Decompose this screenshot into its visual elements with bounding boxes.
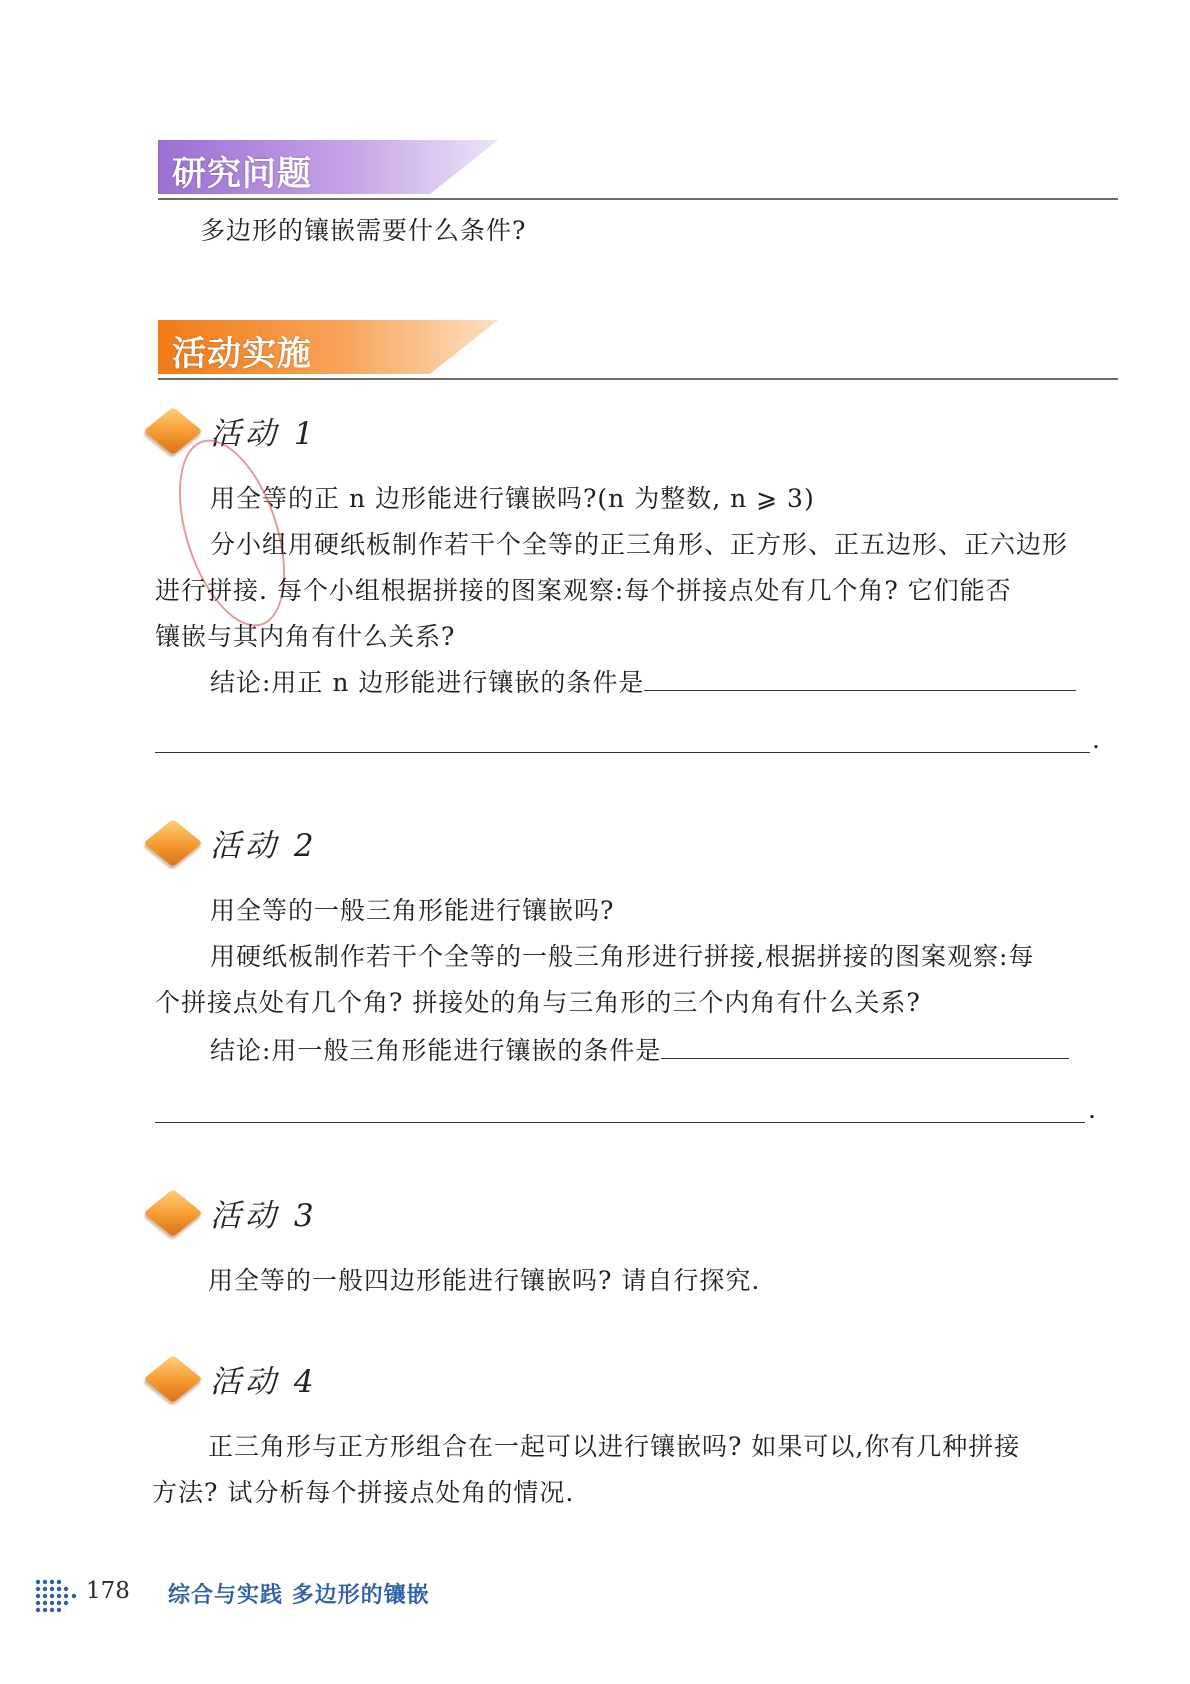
conclusion-label: 结论:用一般三角形能进行镶嵌的条件是 bbox=[210, 1036, 662, 1065]
activity-2-conclusion bbox=[210, 1028, 1069, 1074]
activity-1-text-line: 进行拼接. 每个小组根据拼接的图案观察:每个拼接点处有几个角? 它们能否 bbox=[155, 576, 1012, 605]
footer-chapter-title: 综合与实践 多边形的镶嵌 bbox=[168, 1583, 430, 1608]
banner-rule bbox=[158, 378, 1118, 380]
book-icon bbox=[143, 1355, 202, 1403]
activity-4-text-line: 方法? 试分析每个拼接点处角的情况. bbox=[152, 1478, 575, 1507]
research-question: 多边形的镶嵌需要什么条件? bbox=[200, 216, 527, 245]
answer-blank-line[interactable] bbox=[155, 1122, 1085, 1123]
activity-2-question: 用全等的一般三角形能进行镶嵌吗? bbox=[210, 896, 615, 925]
dot-grid-icon bbox=[34, 1578, 84, 1614]
answer-blank[interactable] bbox=[661, 1030, 1069, 1059]
activity-2-text-line: 用硬纸板制作若干个全等的一般三角形进行拼接,根据拼接的图案观察:每 bbox=[210, 942, 1035, 971]
activity-3-heading bbox=[150, 1186, 550, 1242]
activity-2-heading bbox=[150, 816, 550, 872]
activity-section-title: 活动实施 bbox=[172, 334, 312, 374]
answer-blank[interactable] bbox=[644, 662, 1076, 691]
activity-title: 活动 4 bbox=[210, 1364, 318, 1400]
end-period: . bbox=[1088, 1095, 1096, 1124]
activity-2-text-line: 个拼接点处有几个角? 拼接处的角与三角形的三个内角有什么关系? bbox=[155, 988, 921, 1017]
banner-rule bbox=[158, 198, 1118, 200]
book-icon bbox=[143, 1189, 202, 1237]
activity-title: 活动 3 bbox=[210, 1198, 318, 1234]
activity-4-heading bbox=[150, 1352, 550, 1408]
activity-4-text-line: 正三角形与正方形组合在一起可以进行镶嵌吗? 如果可以,你有几种拼接 bbox=[208, 1432, 1021, 1461]
activity-title: 活动 1 bbox=[210, 416, 318, 452]
activity-3-question: 用全等的一般四边形能进行镶嵌吗? 请自行探究. bbox=[208, 1266, 761, 1295]
research-section-banner bbox=[158, 140, 1118, 200]
book-icon bbox=[143, 819, 202, 867]
research-section-title: 研究问题 bbox=[172, 154, 312, 194]
end-period: . bbox=[1092, 725, 1100, 754]
activity-1-text-line: 分小组用硬纸板制作若干个全等的正三角形、正方形、正五边形、正六边形 bbox=[210, 530, 1069, 559]
activity-1-text-line: 镶嵌与其内角有什么关系? bbox=[155, 622, 456, 651]
answer-blank-line[interactable] bbox=[155, 752, 1090, 753]
activity-1-question: 用全等的正 n 边形能进行镶嵌吗?(n 为整数, n ⩾ 3) bbox=[210, 484, 815, 513]
activity-section-banner bbox=[158, 320, 1118, 380]
page-number: 178 bbox=[86, 1578, 130, 1604]
conclusion-label: 结论:用正 n 边形能进行镶嵌的条件是 bbox=[210, 668, 645, 697]
activity-1-conclusion bbox=[210, 660, 1076, 706]
activity-title: 活动 2 bbox=[210, 828, 318, 864]
page-footer bbox=[34, 1570, 634, 1620]
